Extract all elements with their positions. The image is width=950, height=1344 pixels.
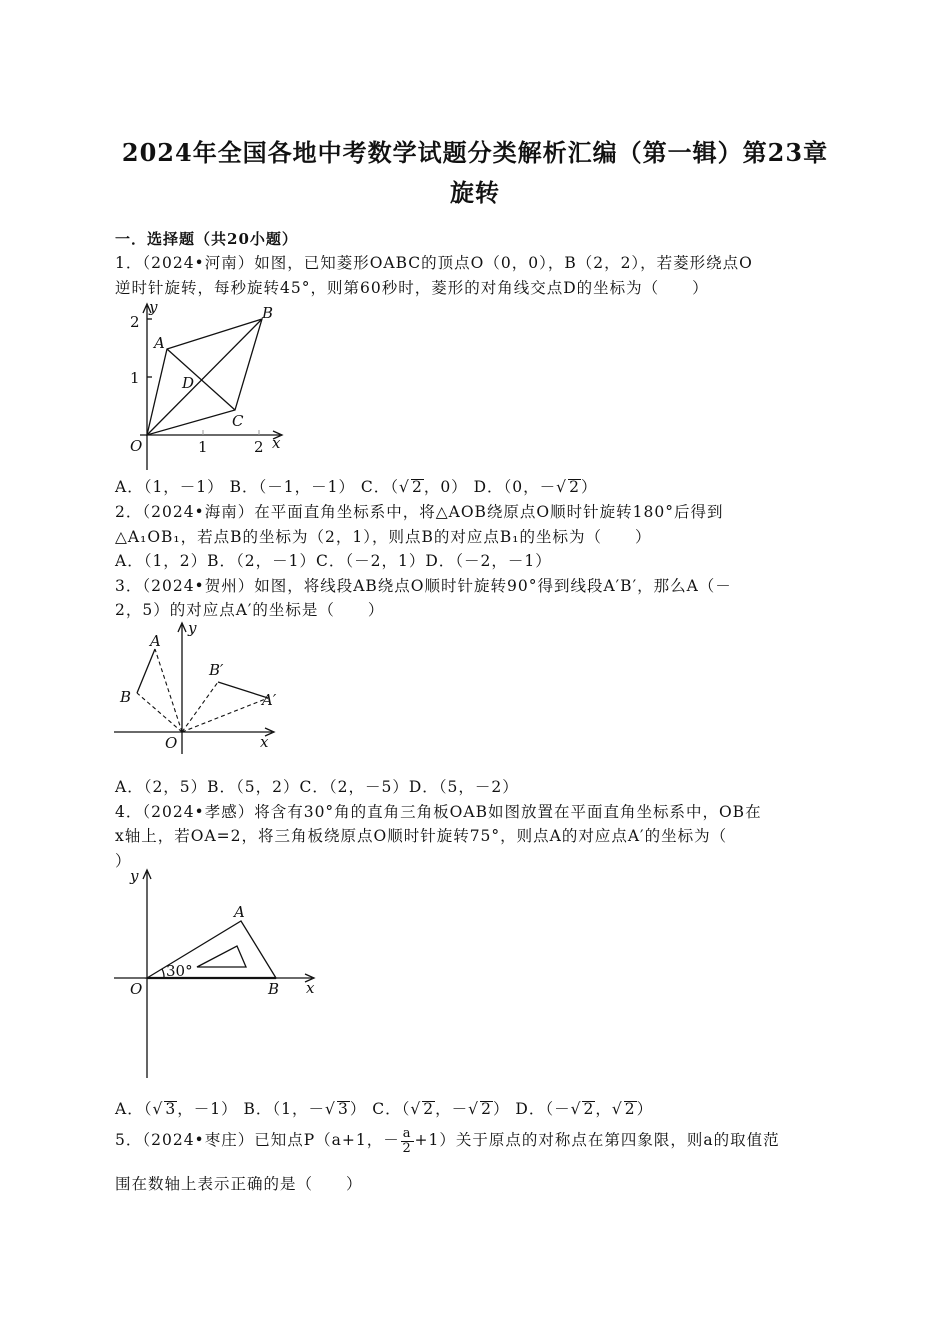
- q2-text-line2: △A₁OB₁，若点B的坐标为（2，1），则点B的对应点B₁的坐标为（ ）: [115, 528, 652, 546]
- q3-figure: [112, 620, 282, 755]
- q4-option-c: C．（√ 2，－√ 2）: [372, 1100, 510, 1118]
- q3-point-b-prime: B′: [209, 661, 224, 679]
- q3-text-line1: 3．（2024•贺州）如图，将线段AB绕点O顺时针旋转90°得到线段A′B′，那么A（－: [115, 577, 732, 595]
- q4-options: [115, 1097, 653, 1119]
- q3-text-line2: 2，5）的对应点A′的坐标是（ ）: [115, 601, 385, 619]
- q2-options: A．（1，2）B．（2，－1）C．（－2，1）D．（－2，－1）: [115, 552, 552, 570]
- q3-point-a-prime: A′: [262, 691, 277, 709]
- q3-options: A．（2，5）B．（5，2）C．（2，－5）D．（5，－2）: [115, 778, 519, 796]
- q1-figure: [112, 300, 292, 472]
- q4-y-label: y: [130, 867, 139, 885]
- q1-option-b: B．（－1，－1）: [229, 478, 355, 496]
- q3-origin: O: [165, 734, 178, 752]
- q4-point-b: B: [268, 980, 280, 998]
- q3-point-b: B: [120, 688, 132, 706]
- q1-text-line1: 1．（2024•河南）如图，已知菱形OABC的顶点O（0，0），B（2，2），若菱形绕点O: [115, 254, 753, 272]
- q2-text-line1: 2．（2024•海南）在平面直角坐标系中，将△AOB绕原点O顺时针旋转180°后得到: [115, 503, 724, 521]
- q1-y-label: y: [149, 300, 158, 316]
- q4-option-d: D．（－√ 2，√ 2）: [515, 1100, 654, 1118]
- q3-segment-ab: [137, 649, 155, 693]
- q1-tick-x2: 2: [254, 438, 264, 456]
- q5-text-line1: 5．（2024•枣庄）已知点P（a+1，－ $\frac{a}{2}$ +1）关于原点的对称点在第四象限，则a的取值范: [115, 1126, 780, 1156]
- page-title: 2024年全国各地中考数学试题分类解析汇编（第一辑）第23章: [121, 138, 829, 167]
- q4-text-line3: ）: [115, 852, 132, 870]
- q4-text-line1: 4．（2024•孝感）将含有30°角的直角三角板OAB如图放置在平面直角坐标系中，OB在: [115, 803, 762, 821]
- q4-inner-triangle: [197, 946, 246, 967]
- q1-point-b: B: [262, 304, 274, 322]
- q1-options: [115, 475, 597, 497]
- section-heading: 一．选择题（共20小题）: [115, 230, 298, 248]
- q3-y-label: y: [188, 620, 197, 637]
- q1-origin: O: [130, 437, 143, 455]
- q1-x-label: x: [272, 434, 281, 452]
- q1-point-c: C: [232, 412, 244, 430]
- q1-point-a: A: [154, 334, 165, 352]
- q4-figure: [112, 866, 322, 1080]
- q1-text-line2: 逆时针旋转，每秒旋转45°，则第60秒时，菱形的对角线交点D的坐标为（ ）: [115, 279, 709, 297]
- q4-angle-label: 30°: [166, 962, 193, 980]
- q4-x-label: x: [306, 979, 315, 997]
- q1-option-a: A．（1，－1）: [115, 478, 224, 496]
- q4-option-b: B．（1，－√ 3）: [243, 1100, 367, 1118]
- q3-point-a: A: [150, 632, 161, 650]
- q1-diagonal-ac: [167, 349, 235, 410]
- q5-fraction: $\frac{a}{2}$: [402, 1126, 412, 1156]
- q1-option-d: D．（0，－√ 2）: [473, 478, 598, 496]
- q5-text-line2: 围在数轴上表示正确的是（ ）: [115, 1175, 363, 1193]
- q3-x-label: x: [260, 733, 269, 751]
- q3-segment-a2b2: [218, 682, 268, 698]
- q1-tick-y2: 2: [130, 313, 140, 331]
- q1-tick-y1: 1: [130, 369, 140, 387]
- q4-angle-arc: [162, 969, 164, 978]
- q1-tick-x1: 1: [198, 438, 208, 456]
- q4-point-a: A: [234, 903, 245, 921]
- q1-option-c: C．（√ 2，0）: [360, 478, 468, 496]
- q4-option-a: A．（√ 3，－1）: [115, 1100, 238, 1118]
- q1-point-d: D: [182, 374, 195, 392]
- q4-text-line2: x轴上，若OA=2，将三角板绕原点O顺时针旋转75°，则点A的对应点A′的坐标为（: [115, 827, 728, 845]
- page-subtitle: 旋转: [450, 178, 500, 207]
- q4-origin: O: [130, 980, 143, 998]
